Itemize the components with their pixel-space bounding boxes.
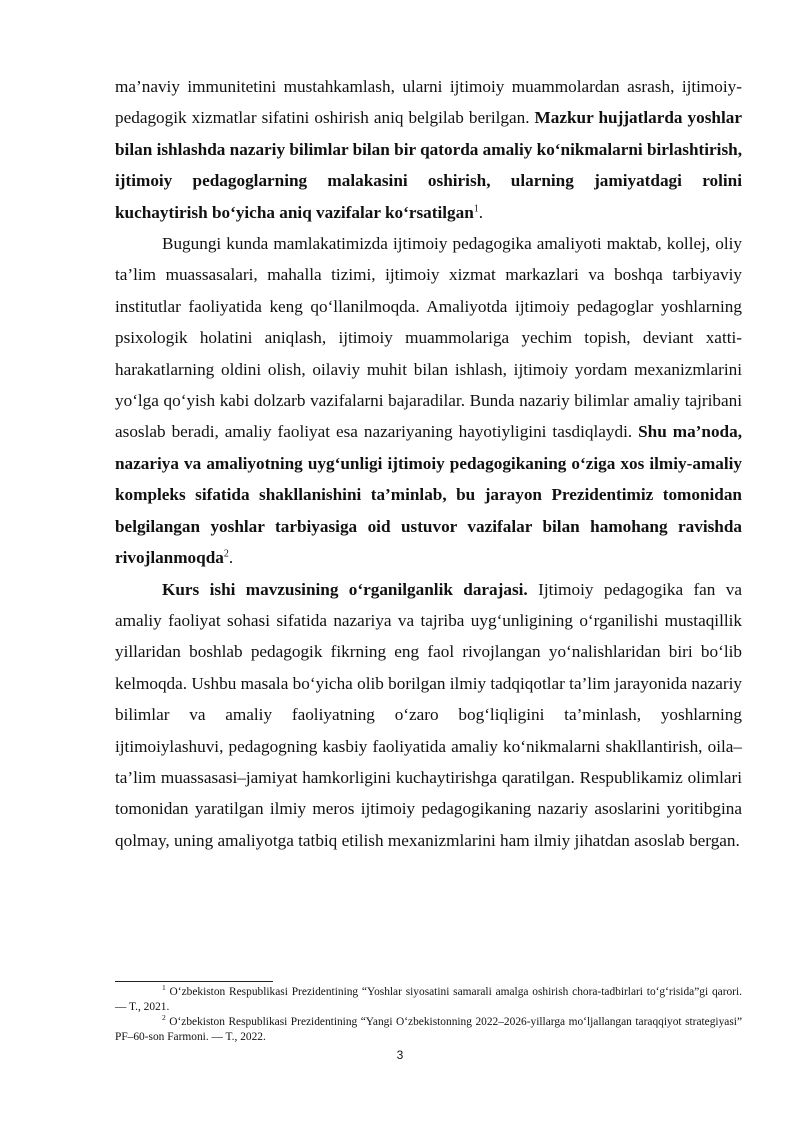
paragraph-1-text: ma’naviy immunitetini mustahkamlash, ularni ijtimoiy muammolardan asrash, ijtimoiy-pedagogik xizmatlar sifatini oshirish aniq belgilab berilgan. [115,77,742,128]
paragraph-1-end: . [478,202,484,222]
footnote-mark-2: 2 [162,1013,166,1023]
page-number: 3 [396,1048,404,1062]
footnote-1 [115,985,742,1015]
paragraph-3 [115,574,742,857]
paragraph-3-text: Ijtimoiy pedagogika fan va amaliy faoliyat sohasi sifatida nazariya va tajriba uygʻunligining oʻrganilishi mustaqillik yillaridan boshlab pedagogik fikrning eng faol rivojlangan yoʻnalishlaridan biri boʻlib kelmoqda. Ushbu masala boʻyicha olib borilgan ilmiy tadqiqotlar ta’lim jarayonida nazariy bilimlar va amaliy faoliyatning oʻzaro bogʻliqligini ta’minlash, yoshlarning ijtimoiylashuvi, pedagogning kasbiy faoliyatida amaliy koʻnikmalarni shakllantirish, oila–ta’lim muassasasi–jamiyat hamkorligini kuchaytirishga qaratilgan. Respublikamiz olimlari tomonidan yaratilgan ilmiy meros ijtimoiy pedagogikaning nazariy asoslarini yoritibgina qolmay, uning amaliyotga tatbiq etilish mexanizmlarini ham ilmiy jihatdan asoslab bergan. [115,579,742,850]
body-text [115,71,742,856]
footnote-ref-2[interactable]: 2 [223,548,229,560]
paragraph-1-bold-text: Mazkur hujjatlarda yoshlar bilan ishlashda nazariy bilimlar bilan bir qatorda amaliy koʻnikmalarni birlashtirish, ijtimoiy pedagoglarning malakasini oshirish, ularning jamiyatdagi rolini kuchaytirish boʻyicha aniq vazifalar koʻrsatilgan [115,108,742,222]
footnote-2 [115,1015,742,1045]
footnote-2-text: Oʻzbekiston Respublikasi Prezidentining “Yangi Oʻzbekistonning 2022–2026-yillarga moʻljallangan taraqqiyot strategiyasi” PF–60-son Farmoni. — T., 2022. [115,1016,742,1043]
footnotes [115,985,742,1045]
footnote-ref-1[interactable]: 1 [473,202,479,214]
footnote-mark-1: 1 [162,983,166,993]
paragraph-2-end: . [228,548,234,568]
section-heading-inline: Kurs ishi mavzusining oʻrganilganlik darajasi. [162,579,528,599]
paragraph-2-text: Bugungi kunda mamlakatimizda ijtimoiy pedagogika amaliyoti maktab, kollej, oliy ta’lim muassasalari, mahalla tizimi, ijtimoiy xizmat markazlari va boshqa tarbiyaviy institutlar faoliyatida keng qoʻllanilmoqda. Amaliyotda ijtimoiy pedagoglar yoshlarning psixologik holatini aniqlash, ijtimoiy muammolariga yechim topish, deviant xatti-harakatlarning oldini olish, oilaviy muhit bilan ishlash, ijtimoiy yordam mexanizmlarini yoʻlga qoʻyish kabi dolzarb vazifalarni bajaradilar. Bunda nazariy bilimlar amaliy tajribani asoslab beradi, amaliy faoliyat esa nazariyaning hayotiyligini tasdiqlaydi. [115,234,742,442]
footnote-1-text: Oʻzbekiston Respublikasi Prezidentining “Yoshlar siyosatini samarali amalga oshirish chora-tadbirlari toʻgʻrisida”gi qarori. — T., 2021. [115,986,742,1013]
footnote-separator [115,981,273,982]
paragraph-2-bold-text: Shu ma’noda, nazariya va amaliyotning uygʻunligi ijtimoiy pedagogikaning oʻziga xos ilmiy-amaliy kompleks sifatida shakllanishini ta’minlab, bu jarayon Prezidentimiz tomonidan belgilangan yoshlar tarbiyasiga oid ustuvor vazifalar bilan hamohang ravishda rivojlanmoqda [115,422,742,568]
paragraph-2 [115,228,742,573]
paragraph-1 [115,71,742,228]
